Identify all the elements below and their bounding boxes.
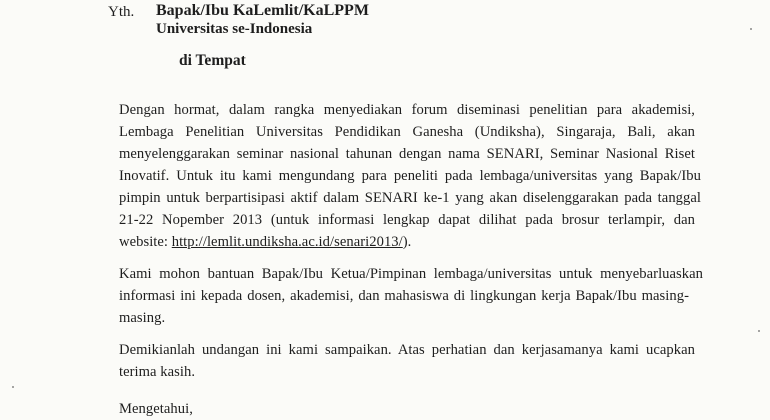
acknowledged-label: Mengetahui,	[119, 401, 193, 417]
website-line	[119, 234, 411, 251]
paragraph-line: masing.	[119, 310, 166, 326]
address-place: di Tempat	[179, 52, 246, 69]
scan-speck	[12, 386, 14, 388]
scan-speck	[758, 330, 760, 332]
address-prefix: Yth.	[108, 4, 135, 20]
paragraph-line: informasi ini kepada dosen, akademisi, dan mahasiswa di lingkungan kerja Bapak/Ibu masing-	[119, 288, 689, 304]
address-institution: Universitas se-Indonesia	[156, 21, 313, 37]
paragraph-line: pimpin untuk berpartisipasi aktif dalam SENARI ke-1 yang akan diselenggarakan pada tanggal	[119, 190, 701, 206]
website-link[interactable]: http://lemlit.undiksha.ac.id/senari2013/	[171, 234, 403, 250]
paragraph-line: Lembaga Penelitian Universitas Pendidikan Ganesha (Undiksha), Singaraja, Bali, akan	[119, 124, 695, 140]
paragraph-line: Kami mohon bantuan Bapak/Ibu Ketua/Pimpinan lembaga/universitas untuk menyebarluaskan	[119, 266, 703, 282]
paragraph-line: Dengan hormat, dalam rangka menyediakan forum diseminasi penelitian para akademisi,	[119, 102, 695, 118]
website-prefix: website:	[119, 234, 172, 250]
paragraph-line: Demikianlah undangan ini kami sampaikan. Atas perhatian dan kerjasamanya kami ucapkan	[119, 342, 695, 358]
paragraph-line: terima kasih.	[119, 364, 196, 380]
paragraph-line: 21-22 Nopember 2013 (untuk informasi lengkap dapat dilihat pada brosur terlampir, dan	[119, 212, 695, 228]
address-recipient: Bapak/Ibu KaLemlit/KaLPPM	[156, 2, 369, 19]
scan-speck	[750, 28, 752, 30]
paragraph-line: Inovatif. Untuk itu kami mengundang para peneliti pada lembaga/universitas yang Bapak/Ibu	[119, 168, 701, 184]
website-suffix: ).	[402, 234, 412, 250]
paragraph-line: menyelenggarakan seminar nasional tahunan dengan nama SENARI, Seminar Nasional Riset	[119, 146, 695, 162]
